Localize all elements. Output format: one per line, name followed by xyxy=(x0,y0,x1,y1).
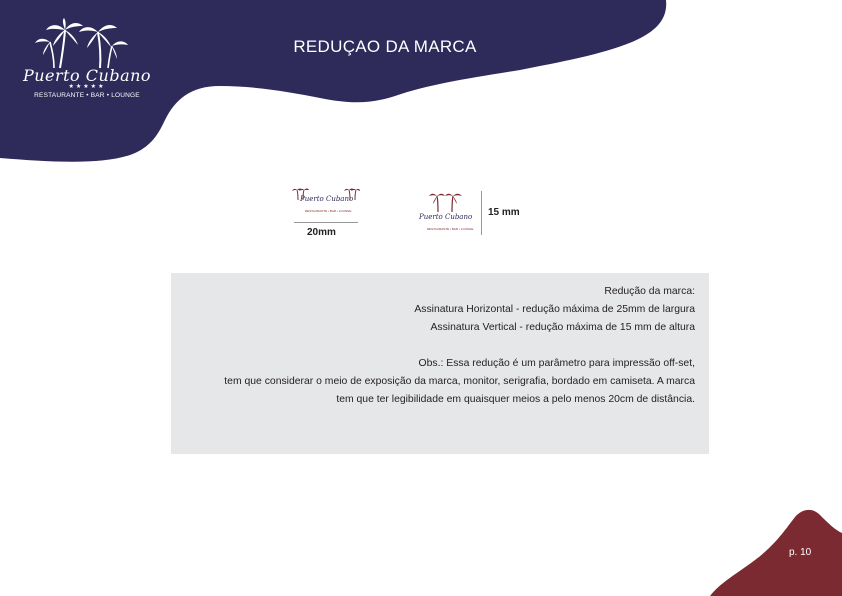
width-dimension-line xyxy=(294,222,358,223)
mini-brand-name: Puerto Cubano xyxy=(419,213,473,221)
height-dimension-line xyxy=(481,191,482,235)
info-line: Assinatura Horizontal - redução máxima de 25mm de largura xyxy=(414,304,695,315)
brand-stars: ★★★★★ xyxy=(68,84,106,90)
mini-brand-tagline: RESTAURANTE • BAR • LOUNGE xyxy=(305,209,352,213)
info-line: tem que considerar o meio de exposição da marca, monitor, serigrafia, bordado em camiseta. A marca xyxy=(224,376,695,387)
vertical-dimension-label: 15 mm xyxy=(488,207,520,218)
brand-tagline: RESTAURANTE • BAR • LOUNGE xyxy=(34,92,140,99)
page-title: REDUÇAO DA MARCA xyxy=(293,37,477,56)
horizontal-dimension-label: 20mm xyxy=(307,227,336,238)
mini-brand-tagline: RESTAURANTE • BAR • LOUNGE xyxy=(427,227,474,231)
page-number: p. 10 xyxy=(789,547,812,558)
mini-palm-icon xyxy=(428,192,464,212)
info-line: tem que ter legibilidade em quaisquer meios a pelo menos 20cm de distância. xyxy=(336,394,695,405)
brand-name: Puerto Cubano xyxy=(22,66,152,85)
info-line: Redução da marca: xyxy=(604,286,695,297)
info-line: Obs.: Essa redução é um parâmetro para impressão off-set, xyxy=(418,358,695,369)
footer-wave-shape xyxy=(700,505,842,596)
info-panel xyxy=(171,273,709,454)
mini-brand-name: Puerto Cubano xyxy=(300,195,354,203)
info-line: Assinatura Vertical - redução máxima de 15 mm de altura xyxy=(430,322,695,333)
